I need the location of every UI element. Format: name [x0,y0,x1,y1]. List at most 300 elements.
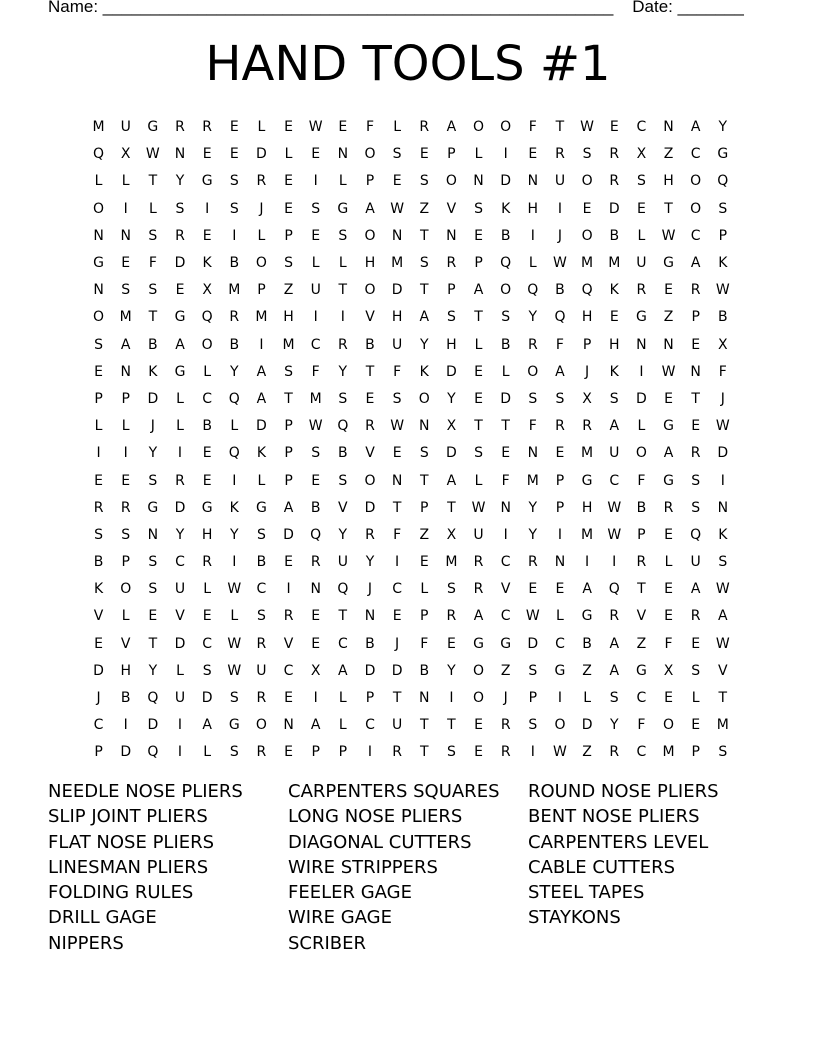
grid-letter[interactable]: A [718,608,728,625]
grid-letter[interactable]: L [284,146,293,163]
grid-letter[interactable]: G [147,499,159,516]
grid-letter[interactable]: G [554,662,566,679]
grid-letter[interactable]: G [473,635,484,652]
grid-letter[interactable]: M [228,282,241,299]
grid-letter[interactable]: A [365,200,375,217]
grid-letter[interactable]: S [691,472,701,489]
grid-letter[interactable]: S [311,200,321,217]
grid-letter[interactable]: X [663,662,674,679]
grid-letter[interactable]: R [690,445,701,462]
grid-letter[interactable]: Q [201,309,213,326]
grid-letter[interactable]: F [528,119,537,136]
grid-letter[interactable]: M [391,255,404,272]
grid-letter[interactable]: I [123,717,128,734]
grid-letter[interactable]: D [446,445,457,462]
grid-letter[interactable]: D [364,499,376,516]
grid-letter[interactable]: E [284,744,293,761]
grid-letter[interactable]: D [608,200,620,217]
grid-letter[interactable]: Y [528,526,538,543]
grid-letter[interactable]: U [609,445,620,462]
grid-letter[interactable]: B [636,499,647,516]
grid-letter[interactable]: D [500,173,512,190]
grid-letter[interactable]: G [581,608,593,625]
grid-letter[interactable]: L [583,690,591,707]
grid-letter[interactable]: Z [283,282,294,299]
grid-letter[interactable]: K [609,282,619,299]
grid-letter[interactable]: A [663,445,674,462]
grid-letter[interactable]: T [419,717,429,734]
grid-letter[interactable]: B [365,635,375,652]
grid-letter[interactable]: I [585,554,590,571]
grid-letter[interactable]: P [555,472,565,489]
grid-letter[interactable]: E [528,146,538,163]
grid-letter[interactable]: E [311,635,321,652]
grid-letter[interactable]: E [311,472,321,489]
grid-letter[interactable]: A [283,499,294,516]
grid-letter[interactable]: I [177,717,183,734]
grid-letter[interactable]: I [557,200,563,217]
grid-letter[interactable]: D [581,717,593,734]
grid-letter[interactable]: E [229,146,239,163]
grid-letter[interactable]: B [338,445,348,462]
grid-letter[interactable]: S [446,309,456,326]
grid-letter[interactable]: P [474,255,483,272]
grid-letter[interactable]: I [123,445,128,462]
grid-letter[interactable]: B [93,554,104,571]
grid-letter[interactable]: S [419,255,429,272]
grid-letter[interactable]: W [227,662,242,679]
grid-letter[interactable]: O [690,173,702,190]
grid-letter[interactable]: A [555,363,565,380]
grid-letter[interactable]: T [392,690,402,707]
grid-letter[interactable]: S [229,173,239,190]
grid-letter[interactable]: L [474,336,483,353]
grid-letter[interactable]: O [364,227,376,244]
grid-letter[interactable]: B [582,635,592,652]
grid-letter[interactable]: T [419,472,429,489]
grid-letter[interactable]: E [474,227,483,244]
grid-letter[interactable]: E [284,200,293,217]
grid-letter[interactable]: D [120,744,132,761]
grid-letter[interactable]: D [256,418,267,435]
grid-letter[interactable]: L [338,173,347,190]
grid-letter[interactable]: D [500,390,512,407]
grid-letter[interactable]: Q [581,282,593,299]
grid-letter[interactable]: C [202,635,213,652]
grid-letter[interactable]: I [530,744,535,761]
grid-letter[interactable]: M [662,744,675,761]
grid-letter[interactable]: Y [447,390,456,407]
grid-letter[interactable]: J [557,227,563,244]
grid-letter[interactable]: N [120,363,131,380]
grid-letter[interactable]: I [96,445,101,462]
grid-letter[interactable]: I [503,146,508,163]
grid-letter[interactable]: G [581,472,593,489]
grid-letter[interactable]: Y [175,526,185,543]
grid-letter[interactable]: E [664,581,673,598]
grid-letter[interactable]: R [609,608,620,625]
grid-letter[interactable]: L [230,418,239,435]
grid-letter[interactable]: S [718,200,728,217]
grid-letter[interactable]: R [555,146,565,163]
grid-letter[interactable]: F [555,336,564,353]
grid-letter[interactable]: C [392,581,402,598]
grid-letter[interactable]: K [93,581,104,598]
grid-letter[interactable]: Q [93,146,105,163]
grid-letter[interactable]: D [364,662,376,679]
grid-letter[interactable]: N [337,146,349,163]
grid-letter[interactable]: G [635,662,647,679]
grid-letter[interactable]: K [148,363,158,380]
grid-letter[interactable]: Q [690,526,702,543]
grid-letter[interactable]: M [309,390,322,407]
grid-letter[interactable]: M [581,255,594,272]
grid-letter[interactable]: E [582,200,592,217]
grid-letter[interactable]: W [227,635,242,652]
grid-letter[interactable]: O [690,200,702,217]
grid-letter[interactable]: A [690,255,701,272]
grid-letter[interactable]: J [259,200,264,217]
grid-letter[interactable]: N [473,173,484,190]
grid-letter[interactable]: F [311,363,320,380]
grid-letter[interactable]: P [691,309,700,326]
grid-letter[interactable]: L [311,255,320,272]
grid-letter[interactable]: R [93,499,104,516]
grid-letter[interactable]: Y [528,499,538,516]
grid-letter[interactable]: C [690,227,701,244]
grid-letter[interactable]: R [283,608,294,625]
grid-letter[interactable]: T [284,390,293,407]
grid-letter[interactable]: B [718,309,728,326]
grid-letter[interactable]: B [419,662,430,679]
grid-letter[interactable]: H [527,200,539,217]
grid-letter[interactable]: E [202,608,212,625]
grid-letter[interactable]: N [391,227,403,244]
grid-letter[interactable]: R [473,581,484,598]
date-field[interactable]: Date: _______ [632,0,744,16]
grid-letter[interactable]: R [175,119,185,136]
grid-letter[interactable]: E [148,608,158,625]
grid-letter[interactable]: Q [608,581,620,598]
grid-letter[interactable]: S [392,146,402,163]
grid-letter[interactable]: D [174,635,186,652]
grid-letter[interactable]: E [175,282,185,299]
grid-letter[interactable]: R [256,635,267,652]
grid-letter[interactable]: E [202,445,212,462]
grid-letter[interactable]: G [255,499,267,516]
grid-letter[interactable]: Z [582,744,592,761]
grid-letter[interactable]: W [715,282,730,299]
grid-letter[interactable]: E [121,255,131,272]
grid-letter[interactable]: D [147,717,159,734]
grid-letter[interactable]: Y [148,662,158,679]
grid-letter[interactable]: T [419,744,429,761]
grid-letter[interactable]: H [608,336,620,353]
grid-letter[interactable]: R [527,554,538,571]
grid-letter[interactable]: B [555,282,565,299]
grid-letter[interactable]: P [447,146,456,163]
grid-letter[interactable]: L [203,581,212,598]
grid-letter[interactable]: I [639,363,644,380]
grid-letter[interactable]: N [663,336,674,353]
grid-letter[interactable]: T [691,390,700,407]
grid-letter[interactable]: Q [337,581,349,598]
grid-letter[interactable]: K [419,363,429,380]
grid-letter[interactable]: W [145,146,160,163]
grid-letter[interactable]: V [365,445,375,462]
grid-letter[interactable]: R [446,255,457,272]
grid-letter[interactable]: L [257,472,266,489]
grid-letter[interactable]: X [310,662,321,679]
grid-letter[interactable]: M [92,119,105,136]
grid-letter[interactable]: F [637,717,646,734]
grid-letter[interactable]: Q [310,526,322,543]
grid-letter[interactable]: S [419,445,429,462]
grid-letter[interactable]: K [718,255,728,272]
grid-letter[interactable]: U [310,282,321,299]
grid-letter[interactable]: L [474,146,483,163]
grid-letter[interactable]: D [391,662,403,679]
grid-letter[interactable]: N [147,526,159,543]
grid-letter[interactable]: P [284,227,293,244]
grid-letter[interactable]: R [202,554,212,571]
grid-letter[interactable]: O [93,200,105,217]
grid-letter[interactable]: P [338,744,348,761]
grid-letter[interactable]: A [690,581,701,598]
grid-letter[interactable]: L [528,255,537,272]
grid-letter[interactable]: E [392,608,402,625]
grid-letter[interactable]: N [174,146,186,163]
grid-letter[interactable]: S [528,717,538,734]
grid-letter[interactable]: T [392,499,402,516]
grid-letter[interactable]: G [500,635,512,652]
grid-letter[interactable]: F [637,472,646,489]
grid-letter[interactable]: O [445,173,457,190]
grid-letter[interactable]: K [202,255,212,272]
grid-letter[interactable]: R [256,744,267,761]
grid-letter[interactable]: A [202,717,212,734]
grid-letter[interactable]: G [93,255,104,272]
grid-letter[interactable]: J [395,635,400,652]
grid-letter[interactable]: E [636,200,646,217]
grid-letter[interactable]: C [500,554,511,571]
grid-letter[interactable]: E [284,119,293,136]
grid-letter[interactable]: N [663,119,674,136]
grid-letter[interactable]: S [555,390,565,407]
grid-letter[interactable]: S [148,282,158,299]
grid-letter[interactable]: S [148,581,158,598]
grid-letter[interactable]: F [718,363,727,380]
grid-letter[interactable]: P [121,390,130,407]
grid-letter[interactable]: D [174,499,186,516]
grid-letter[interactable]: Q [717,173,729,190]
grid-letter[interactable]: K [229,499,239,516]
grid-letter[interactable]: O [663,717,675,734]
grid-letter[interactable]: K [256,445,266,462]
grid-letter[interactable]: E [311,227,321,244]
grid-letter[interactable]: S [284,363,293,380]
grid-letter[interactable]: E [691,635,701,652]
grid-letter[interactable]: M [581,445,594,462]
grid-letter[interactable]: S [582,146,592,163]
grid-letter[interactable]: S [175,200,185,217]
grid-letter[interactable]: N [310,581,321,598]
grid-letter[interactable]: O [473,690,485,707]
grid-letter[interactable]: E [365,390,375,407]
grid-letter[interactable]: W [390,418,405,435]
grid-letter[interactable]: N [690,363,701,380]
grid-letter[interactable]: E [229,119,239,136]
grid-letter[interactable]: X [636,146,647,163]
grid-letter[interactable]: O [500,119,512,136]
grid-letter[interactable]: W [308,418,323,435]
grid-letter[interactable]: N [120,227,131,244]
grid-letter[interactable]: M [445,554,458,571]
grid-letter[interactable]: T [419,282,429,299]
grid-letter[interactable]: D [527,635,539,652]
grid-letter[interactable]: W [715,581,730,598]
grid-letter[interactable]: J [720,390,725,407]
grid-letter[interactable]: J [503,690,508,707]
grid-letter[interactable]: L [501,363,510,380]
grid-letter[interactable]: Q [500,255,512,272]
grid-letter[interactable]: R [365,418,375,435]
grid-letter[interactable]: H [120,662,131,679]
grid-letter[interactable]: E [202,227,212,244]
grid-letter[interactable]: M [255,309,268,326]
grid-letter[interactable]: Z [582,662,592,679]
grid-letter[interactable]: S [94,526,104,543]
grid-letter[interactable]: E [474,717,483,734]
grid-letter[interactable]: B [202,418,212,435]
grid-letter[interactable]: X [718,336,728,353]
grid-letter[interactable]: J [585,363,590,380]
grid-letter[interactable]: I [449,690,454,707]
grid-letter[interactable]: L [637,418,646,435]
grid-letter[interactable]: R [365,526,375,543]
grid-letter[interactable]: M [119,309,132,326]
grid-letter[interactable]: S [446,744,456,761]
grid-letter[interactable]: S [284,255,293,272]
grid-letter[interactable]: O [364,472,376,489]
grid-letter[interactable]: A [256,390,267,407]
grid-letter[interactable]: I [286,581,291,598]
grid-letter[interactable]: E [311,608,321,625]
grid-letter[interactable]: I [557,690,563,707]
grid-letter[interactable]: R [256,690,267,707]
grid-letter[interactable]: O [635,445,647,462]
grid-letter[interactable]: E [555,581,565,598]
grid-letter[interactable]: L [338,717,347,734]
grid-letter[interactable]: Z [419,526,430,543]
grid-letter[interactable]: I [177,744,183,761]
grid-letter[interactable]: J [367,581,373,598]
grid-letter[interactable]: R [555,418,565,435]
grid-letter[interactable]: L [637,227,646,244]
grid-letter[interactable]: U [174,690,186,707]
grid-letter[interactable]: E [94,635,103,652]
grid-letter[interactable]: A [256,363,267,380]
grid-letter[interactable]: Y [365,554,375,571]
grid-letter[interactable]: V [93,608,104,625]
grid-letter[interactable]: N [419,690,430,707]
grid-letter[interactable]: P [121,554,130,571]
grid-letter[interactable]: S [202,662,212,679]
grid-letter[interactable]: I [232,227,237,244]
grid-letter[interactable]: S [311,445,321,462]
grid-letter[interactable]: S [718,554,728,571]
grid-letter[interactable]: Z [419,200,430,217]
grid-letter[interactable]: B [229,336,240,353]
grid-letter[interactable]: L [474,472,483,489]
grid-letter[interactable]: N [93,282,104,299]
grid-letter[interactable]: D [93,662,104,679]
grid-letter[interactable]: P [365,173,375,190]
grid-letter[interactable]: P [257,282,266,299]
grid-letter[interactable]: L [176,418,184,435]
grid-letter[interactable]: S [229,200,239,217]
grid-letter[interactable]: E [419,554,429,571]
grid-letter[interactable]: R [500,717,511,734]
grid-letter[interactable]: I [557,526,563,543]
grid-letter[interactable]: T [447,717,456,734]
grid-letter[interactable]: N [93,227,104,244]
grid-letter[interactable]: R [175,227,185,244]
grid-letter[interactable]: U [636,255,647,272]
grid-letter[interactable]: L [691,690,700,707]
grid-letter[interactable]: E [528,581,538,598]
grid-letter[interactable]: L [393,119,402,136]
grid-letter[interactable]: C [609,472,620,489]
grid-letter[interactable]: E [501,445,511,462]
grid-letter[interactable]: C [256,581,267,598]
grid-letter[interactable]: V [175,608,185,625]
grid-letter[interactable]: G [174,309,186,326]
grid-letter[interactable]: I [232,554,237,571]
grid-letter[interactable]: C [202,390,213,407]
grid-letter[interactable]: Z [663,309,674,326]
grid-letter[interactable]: C [365,717,375,734]
grid-letter[interactable]: Q [228,445,240,462]
grid-letter[interactable]: A [419,309,430,326]
grid-letter[interactable]: S [474,200,483,217]
grid-letter[interactable]: Q [337,418,349,435]
grid-letter[interactable]: C [310,336,321,353]
grid-letter[interactable]: G [201,173,213,190]
grid-letter[interactable]: S [148,227,158,244]
grid-letter[interactable]: S [419,173,429,190]
grid-letter[interactable]: Q [147,690,159,707]
grid-letter[interactable]: L [420,581,429,598]
grid-letter[interactable]: A [175,336,185,353]
grid-letter[interactable]: H [364,255,376,272]
grid-letter[interactable]: P [365,690,375,707]
grid-letter[interactable]: Y [609,717,619,734]
grid-letter[interactable]: W [553,255,567,272]
grid-letter[interactable]: Z [663,146,674,163]
grid-letter[interactable]: R [636,282,647,299]
grid-letter[interactable]: N [283,717,294,734]
grid-letter[interactable]: W [471,499,486,516]
grid-letter[interactable]: L [203,744,212,761]
grid-letter[interactable]: E [202,146,212,163]
grid-letter[interactable]: T [447,499,456,516]
grid-letter[interactable]: Y [718,119,728,136]
grid-letter[interactable]: U [391,336,403,353]
grid-letter[interactable]: R [392,744,402,761]
grid-letter[interactable]: P [420,499,429,516]
grid-letter[interactable]: I [367,744,373,761]
